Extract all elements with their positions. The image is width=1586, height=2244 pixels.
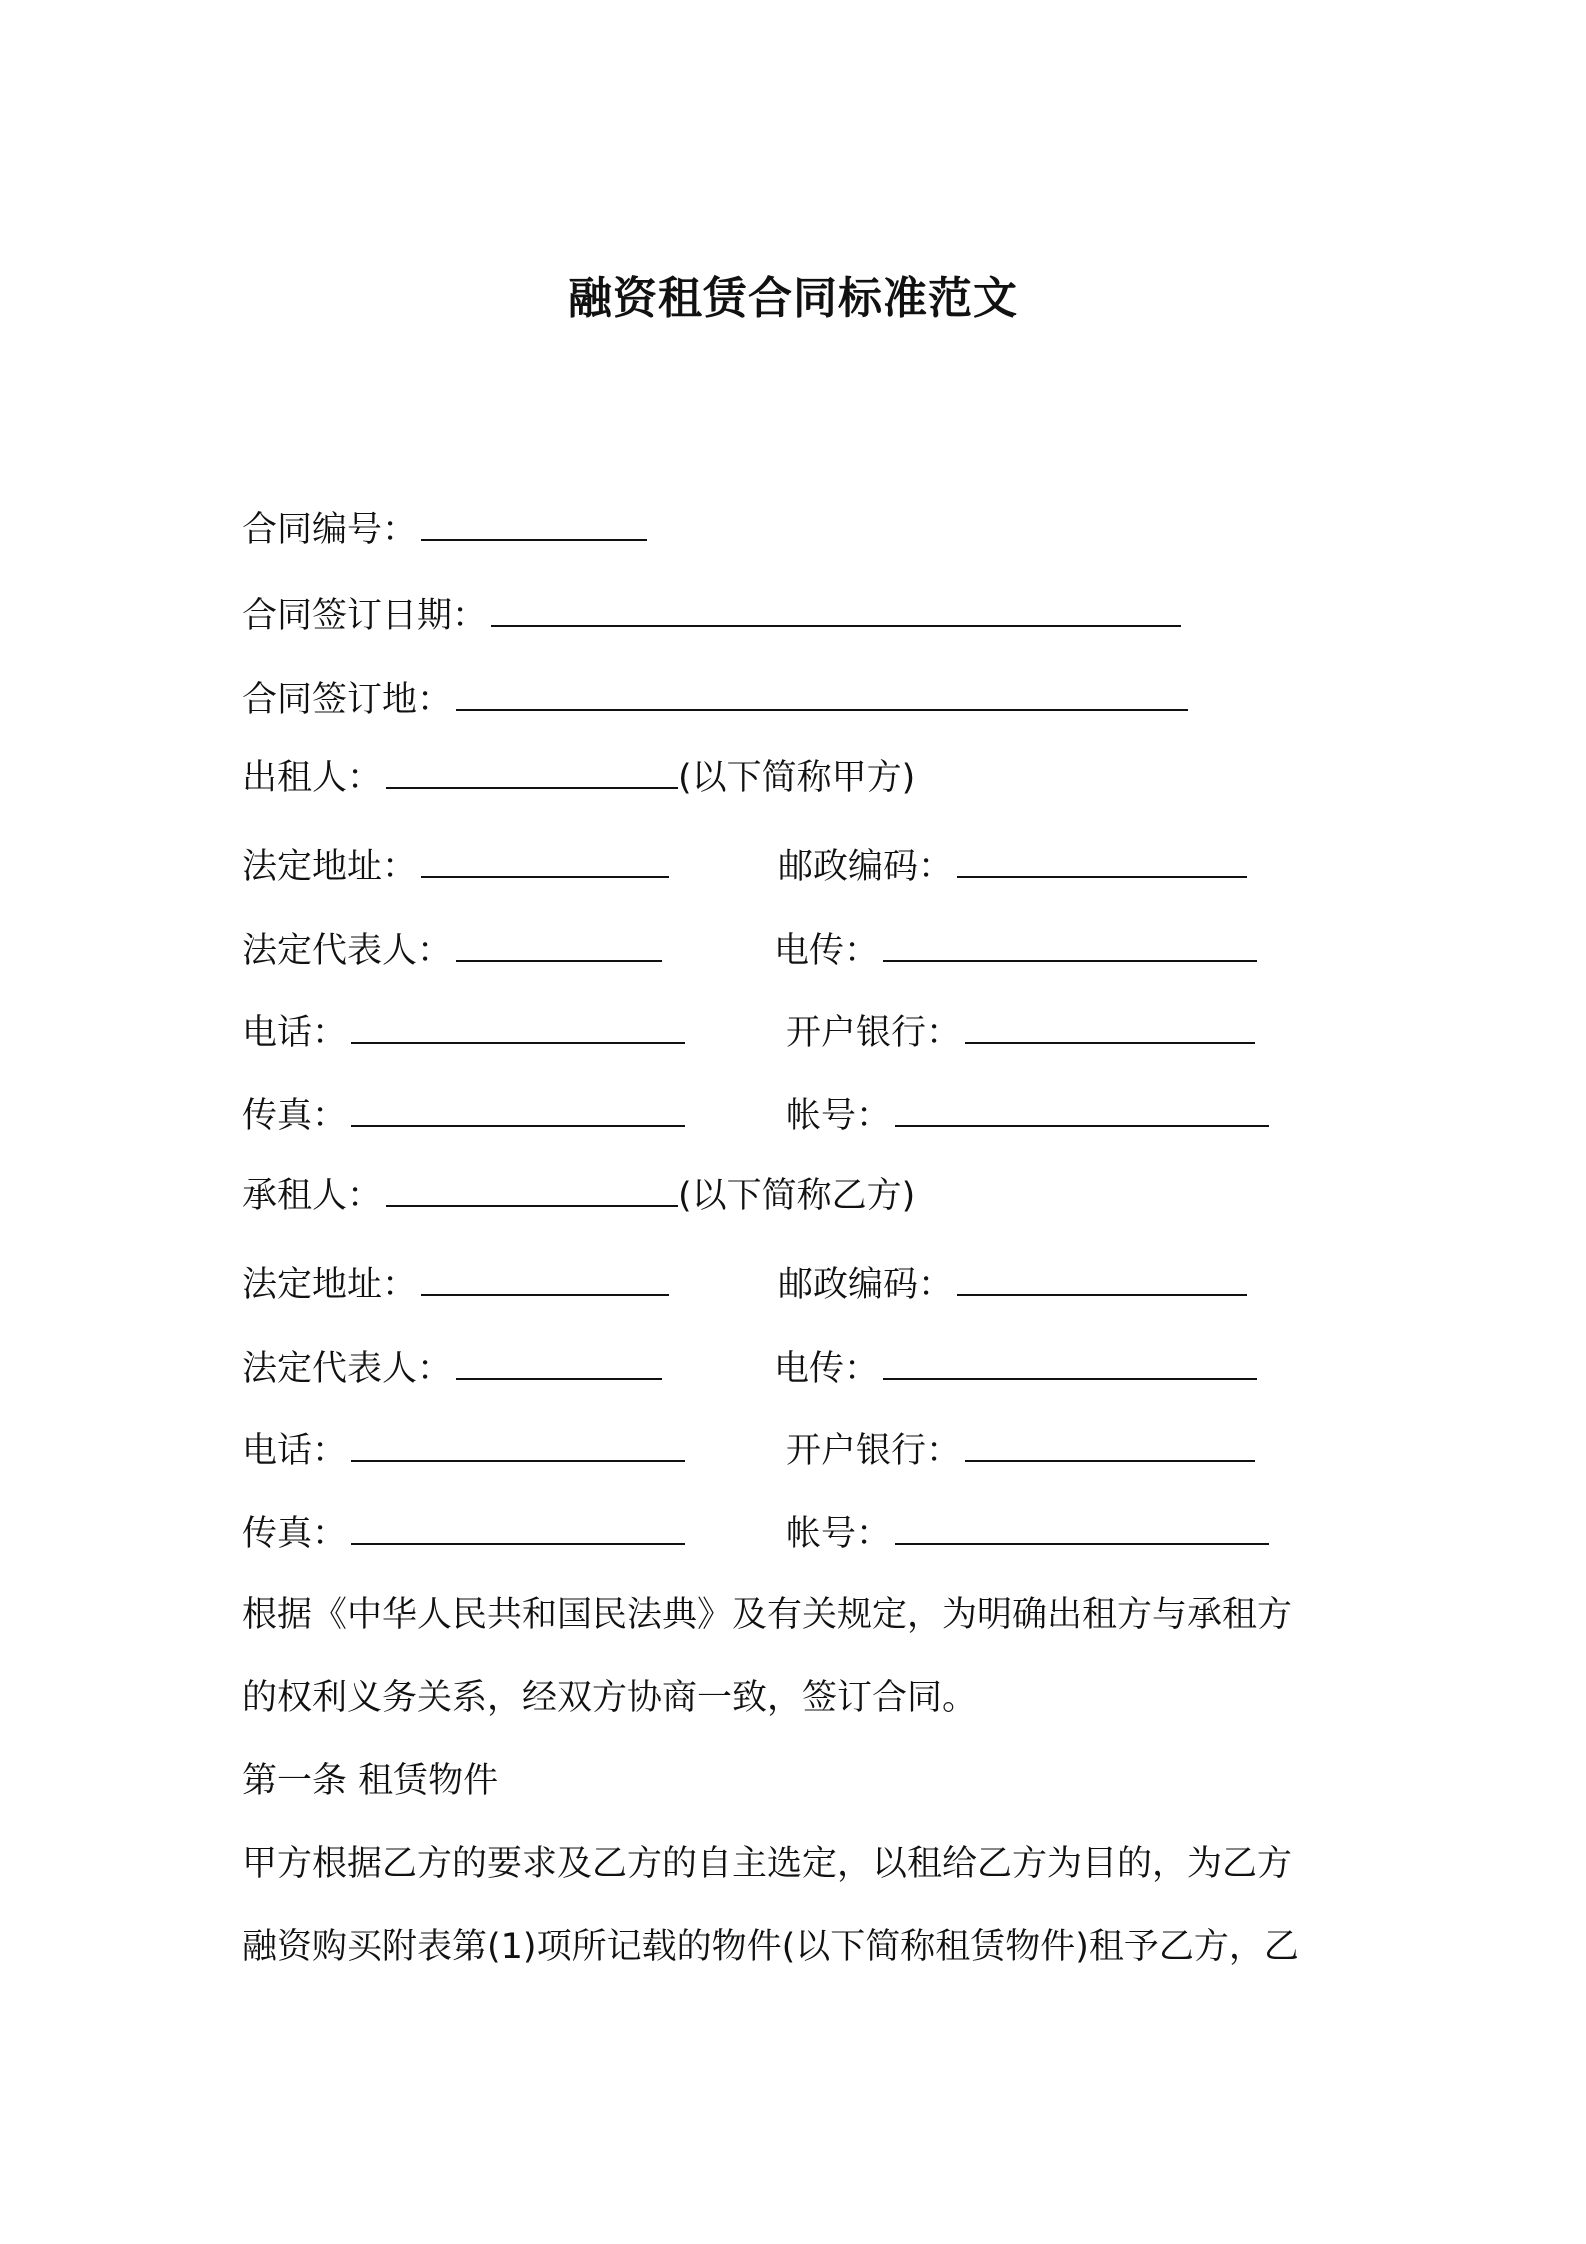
lessee-account-field — [786, 1512, 1269, 1556]
lessee-telex-field — [774, 1347, 1257, 1391]
lessor-phone-label: 电话： — [242, 1013, 348, 1053]
lessor-account-label: 帐号： — [786, 1096, 892, 1136]
lessee-label: 承租人： — [242, 1176, 383, 1216]
lessee-phone-label: 电话： — [242, 1431, 348, 1471]
lessee-account-blank[interactable] — [895, 1513, 1269, 1545]
contract-number-row — [242, 508, 647, 552]
lessee-fax-label: 传真： — [242, 1514, 348, 1554]
lessor-legal-rep-blank[interactable] — [456, 930, 662, 962]
lessee-bank-blank[interactable] — [965, 1430, 1255, 1462]
sign-date-label: 合同签订日期： — [242, 596, 488, 636]
lessor-postcode-label: 邮政编码： — [778, 847, 954, 887]
lessor-account-blank[interactable] — [895, 1095, 1269, 1127]
sign-place-row — [242, 678, 1188, 722]
article-1-heading: 第一条 租赁物件 — [242, 1761, 499, 1801]
sign-date-row — [242, 594, 1181, 638]
lessee-address-blank[interactable] — [421, 1264, 669, 1296]
lessor-blank[interactable] — [386, 757, 678, 789]
lessee-fax-field — [242, 1512, 685, 1556]
lessor-fax-field — [242, 1094, 685, 1138]
sign-date-blank[interactable] — [491, 595, 1181, 627]
lessor-address-blank[interactable] — [421, 846, 669, 878]
lessee-suffix: (以下简称乙方) — [678, 1176, 916, 1216]
lessee-postcode-blank[interactable] — [957, 1264, 1247, 1296]
lessor-fax-label: 传真： — [242, 1096, 348, 1136]
lessee-fax-blank[interactable] — [351, 1513, 685, 1545]
lessor-bank-label: 开户银行： — [786, 1013, 962, 1053]
lessor-bank-blank[interactable] — [965, 1012, 1255, 1044]
lessor-phone-blank[interactable] — [351, 1012, 685, 1044]
lessee-postcode-field — [778, 1263, 1247, 1307]
lessor-legal-rep-label: 法定代表人： — [242, 931, 453, 971]
lessee-postcode-label: 邮政编码： — [778, 1265, 954, 1305]
intro-line-1: 根据《中华人民共和国民法典》及有关规定，为明确出租方与承租方 — [242, 1595, 1293, 1635]
lessee-row — [242, 1174, 915, 1218]
lessor-phone-field — [242, 1011, 685, 1055]
lessor-account-field — [786, 1094, 1269, 1138]
lessor-telex-blank[interactable] — [883, 930, 1257, 962]
sign-place-label: 合同签订地： — [242, 680, 453, 720]
lessor-telex-label: 电传： — [774, 931, 880, 971]
lessee-legal-rep-blank[interactable] — [456, 1348, 662, 1380]
article-1-line-1: 甲方根据乙方的要求及乙方的自主选定，以租给乙方为目的，为乙方 — [242, 1844, 1293, 1884]
lessor-legal-rep-field — [242, 929, 662, 973]
sign-place-blank[interactable] — [456, 679, 1188, 711]
lessee-bank-label: 开户银行： — [786, 1431, 962, 1471]
article-1-paragraph — [242, 1823, 1362, 1989]
intro-paragraph — [242, 1574, 1362, 1740]
lessee-phone-field — [242, 1429, 685, 1473]
lessee-blank[interactable] — [386, 1175, 678, 1207]
lessee-legal-rep-label: 法定代表人： — [242, 1349, 453, 1389]
lessee-account-label: 帐号： — [786, 1514, 892, 1554]
lessor-fax-blank[interactable] — [351, 1095, 685, 1127]
contract-number-label: 合同编号： — [242, 510, 418, 550]
lessor-label: 出租人： — [242, 758, 383, 798]
lessee-phone-blank[interactable] — [351, 1430, 685, 1462]
lessee-address-field — [242, 1263, 669, 1307]
document-title: 融资租赁合同标准范文 — [568, 273, 1018, 324]
lessor-postcode-blank[interactable] — [957, 846, 1247, 878]
contract-number-blank[interactable] — [421, 509, 647, 541]
lessor-row — [242, 756, 915, 800]
lessee-telex-blank[interactable] — [883, 1348, 1257, 1380]
article-1-line-2: 融资购买附表第(1)项所记载的物件(以下简称租赁物件)租予乙方，乙 — [242, 1927, 1299, 1967]
lessor-bank-field — [786, 1011, 1255, 1055]
lessor-telex-field — [774, 929, 1257, 973]
lessee-telex-label: 电传： — [774, 1349, 880, 1389]
lessee-address-label: 法定地址： — [242, 1265, 418, 1305]
lessee-legal-rep-field — [242, 1347, 662, 1391]
lessor-suffix: (以下简称甲方) — [678, 758, 916, 798]
intro-line-2: 的权利义务关系，经双方协商一致，签订合同。 — [242, 1678, 978, 1718]
lessor-address-field — [242, 845, 669, 889]
lessor-postcode-field — [778, 845, 1247, 889]
lessor-address-label: 法定地址： — [242, 847, 418, 887]
lessee-bank-field — [786, 1429, 1255, 1473]
